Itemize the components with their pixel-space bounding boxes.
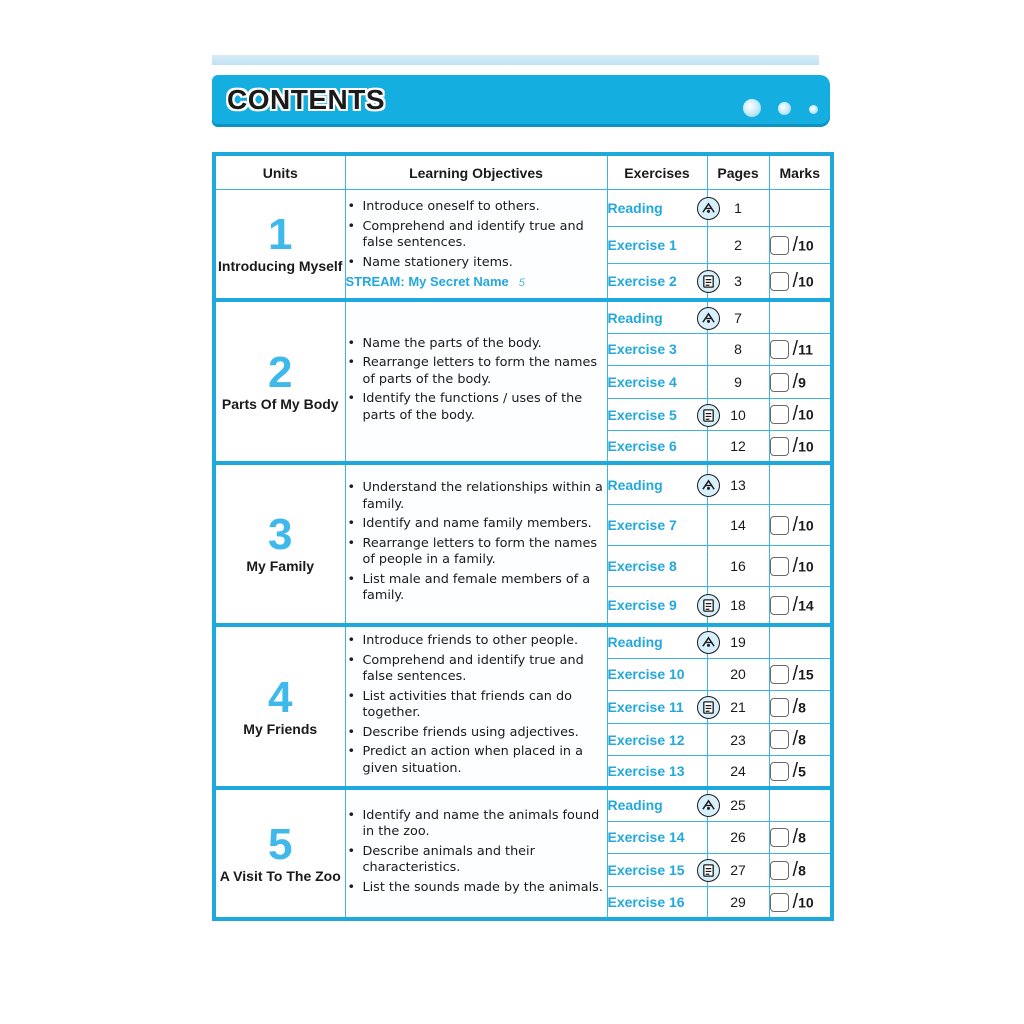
page-number: 2 bbox=[707, 227, 769, 264]
objectives-cell bbox=[345, 300, 607, 463]
marks-slash: / bbox=[792, 825, 799, 848]
worksheet-icon bbox=[697, 696, 720, 719]
marks-total: 11 bbox=[798, 341, 813, 358]
page-number: 26 bbox=[707, 821, 769, 853]
exercise-cell[interactable] bbox=[607, 504, 707, 545]
page-number: 24 bbox=[707, 756, 769, 788]
page-number: 21 bbox=[707, 691, 769, 724]
objective-item: • Name stationery items. bbox=[346, 255, 607, 272]
exercise-cell[interactable] bbox=[607, 190, 707, 227]
reading-icon bbox=[697, 474, 720, 497]
marks-slash: / bbox=[792, 858, 799, 881]
contents-table bbox=[212, 152, 834, 921]
marks-slash: / bbox=[792, 593, 799, 616]
page-number: 25 bbox=[707, 788, 769, 821]
page-number: 7 bbox=[707, 300, 769, 333]
unit-number: 5 bbox=[268, 819, 293, 869]
exercise-cell[interactable] bbox=[607, 546, 707, 587]
marks-cell bbox=[769, 788, 832, 821]
exercise-label: Reading bbox=[607, 634, 663, 651]
objective-item: • List the sounds made by the animals. bbox=[346, 880, 607, 897]
page-number: 10 bbox=[707, 399, 769, 431]
exercise-label: Exercise 8 bbox=[607, 558, 677, 575]
worksheet-icon bbox=[697, 859, 720, 882]
exercise-label: Exercise 14 bbox=[607, 829, 685, 846]
marks-cell bbox=[769, 546, 832, 587]
marks-checkbox[interactable] bbox=[770, 861, 789, 880]
header-row bbox=[214, 154, 832, 190]
contents-banner bbox=[212, 75, 830, 127]
exercise-cell[interactable] bbox=[607, 264, 707, 300]
marks-cell bbox=[769, 227, 832, 264]
objective-item: • Predict an action when placed in a given situation. bbox=[346, 744, 607, 777]
reading-icon bbox=[697, 794, 720, 817]
exercise-cell[interactable] bbox=[607, 399, 707, 431]
exercise-label: Reading bbox=[607, 200, 663, 217]
marks-checkbox[interactable] bbox=[770, 828, 789, 847]
exercise-label: Exercise 3 bbox=[607, 341, 677, 358]
reading-icon bbox=[697, 631, 720, 654]
exercise-cell[interactable] bbox=[607, 821, 707, 853]
marks-slash: / bbox=[792, 269, 799, 292]
marks-total: 10 bbox=[798, 894, 814, 911]
unit-name: My Friends bbox=[243, 720, 318, 737]
page-number: 19 bbox=[707, 625, 769, 658]
marks-slash: / bbox=[792, 370, 799, 393]
unit-cell bbox=[214, 300, 345, 463]
page-number: 16 bbox=[707, 546, 769, 587]
unit-name: Introducing Myself bbox=[218, 258, 343, 275]
marks-checkbox[interactable] bbox=[770, 405, 789, 424]
unit-name: A Visit To The Zoo bbox=[219, 867, 341, 884]
objective-item: • List male and female members of a family. bbox=[346, 572, 607, 605]
objectives-list bbox=[346, 808, 607, 897]
stream-page: 5 bbox=[518, 277, 525, 290]
marks-cell bbox=[769, 463, 832, 504]
exercise-label: Exercise 16 bbox=[607, 894, 685, 911]
exercise-label: Exercise 12 bbox=[607, 731, 685, 748]
unit-cell bbox=[214, 463, 345, 625]
objective-item: • Name the parts of the body. bbox=[346, 336, 607, 353]
reading-icon bbox=[697, 307, 720, 330]
stream-title: STREAM: My Secret Name bbox=[345, 274, 509, 290]
marks-cell bbox=[769, 366, 832, 399]
exercise-cell[interactable] bbox=[607, 756, 707, 788]
exercise-label: Exercise 15 bbox=[607, 862, 685, 879]
marks-checkbox[interactable] bbox=[770, 373, 789, 392]
marks-checkbox[interactable] bbox=[770, 762, 789, 781]
header-marks: Marks bbox=[769, 154, 832, 190]
stream-link[interactable] bbox=[346, 274, 607, 289]
exercise-cell[interactable] bbox=[607, 691, 707, 724]
exercise-cell[interactable] bbox=[607, 463, 707, 504]
marks-slash: / bbox=[792, 233, 799, 256]
exercise-cell[interactable] bbox=[607, 431, 707, 463]
unit-name: Parts Of My Body bbox=[221, 395, 339, 412]
marks-checkbox[interactable] bbox=[770, 236, 789, 255]
table-row bbox=[214, 788, 832, 821]
top-decorative-strip bbox=[212, 55, 819, 65]
header-pages: Pages bbox=[707, 154, 769, 190]
marks-cell bbox=[769, 691, 832, 724]
marks-cell bbox=[769, 300, 832, 333]
objective-item: • Comprehend and identify true and false sentences. bbox=[346, 653, 607, 686]
marks-total: 8 bbox=[798, 731, 806, 748]
objective-item: • Introduce oneself to others. bbox=[346, 199, 607, 216]
page-number: 8 bbox=[707, 333, 769, 365]
marks-cell bbox=[769, 264, 832, 300]
exercise-label: Reading bbox=[607, 309, 663, 326]
marks-checkbox[interactable] bbox=[770, 557, 789, 576]
exercise-label: Exercise 4 bbox=[607, 374, 677, 391]
page-title: CONTENTS bbox=[227, 84, 385, 115]
marks-total: 9 bbox=[798, 374, 806, 391]
marks-slash: / bbox=[792, 434, 799, 457]
marks-cell bbox=[769, 821, 832, 853]
exercise-cell[interactable] bbox=[607, 227, 707, 264]
exercise-label: Exercise 5 bbox=[607, 406, 677, 423]
table-row bbox=[214, 190, 832, 227]
exercise-label: Exercise 6 bbox=[607, 438, 677, 455]
exercise-label: Exercise 7 bbox=[607, 517, 677, 533]
table-row bbox=[214, 300, 832, 333]
unit-cell bbox=[214, 625, 345, 788]
objectives-cell bbox=[345, 463, 607, 625]
marks-cell bbox=[769, 190, 832, 227]
header-exercises: Exercises bbox=[607, 154, 707, 190]
reading-icon bbox=[697, 197, 720, 220]
exercise-cell[interactable] bbox=[607, 366, 707, 399]
header-objectives: Learning Objectives bbox=[345, 154, 607, 190]
objective-item: • Describe friends using adjectives. bbox=[346, 725, 607, 742]
exercise-cell[interactable] bbox=[607, 625, 707, 658]
unit-cell bbox=[214, 788, 345, 919]
objectives-list bbox=[346, 480, 607, 605]
marks-cell bbox=[769, 658, 832, 690]
unit-cell bbox=[214, 190, 345, 301]
marks-checkbox[interactable] bbox=[770, 665, 789, 684]
marks-cell bbox=[769, 887, 832, 919]
page-number: 20 bbox=[707, 658, 769, 690]
marks-checkbox[interactable] bbox=[770, 437, 789, 456]
objectives-list bbox=[346, 633, 607, 777]
marks-cell bbox=[769, 431, 832, 463]
exercise-label: Exercise 10 bbox=[607, 666, 685, 683]
marks-total: 10 bbox=[798, 406, 814, 423]
unit-number: 1 bbox=[268, 210, 293, 260]
page-number: 29 bbox=[707, 887, 769, 919]
objectives-cell bbox=[345, 625, 607, 788]
marks-cell bbox=[769, 399, 832, 431]
page-number: 12 bbox=[707, 431, 769, 463]
marks-cell bbox=[769, 587, 832, 625]
marks-cell bbox=[769, 756, 832, 788]
marks-slash: / bbox=[792, 728, 799, 751]
marks-total: 8 bbox=[798, 829, 806, 846]
unit-number: 2 bbox=[268, 347, 293, 397]
page-number: 23 bbox=[707, 724, 769, 756]
bubble-decoration bbox=[743, 99, 761, 117]
objective-item: • Introduce friends to other people. bbox=[346, 633, 607, 650]
marks-total: 10 bbox=[798, 558, 814, 575]
worksheet-icon bbox=[697, 594, 720, 617]
marks-slash: / bbox=[792, 759, 799, 782]
marks-cell bbox=[769, 333, 832, 365]
marks-slash: / bbox=[792, 513, 799, 536]
header-units: Units bbox=[214, 154, 345, 190]
objective-item: • Identify and name family members. bbox=[346, 516, 607, 533]
page-number: 18 bbox=[707, 587, 769, 625]
page-number: 9 bbox=[707, 366, 769, 399]
marks-checkbox[interactable] bbox=[770, 340, 789, 359]
marks-total: 14 bbox=[798, 597, 814, 614]
objective-item: • Describe animals and their characteristics. bbox=[346, 844, 607, 877]
marks-total: 10 bbox=[798, 517, 814, 533]
objective-item: • Rearrange letters to form the names of people in a family. bbox=[346, 536, 607, 569]
objective-item: • Comprehend and identify true and false sentences. bbox=[346, 219, 607, 252]
marks-total: 10 bbox=[798, 273, 814, 290]
marks-slash: / bbox=[792, 662, 799, 685]
marks-checkbox[interactable] bbox=[770, 596, 789, 615]
page-number: 27 bbox=[707, 853, 769, 886]
marks-checkbox[interactable] bbox=[770, 698, 789, 717]
page-number: 1 bbox=[707, 190, 769, 227]
page-number: 3 bbox=[707, 264, 769, 300]
worksheet-icon bbox=[697, 404, 720, 427]
exercise-cell[interactable] bbox=[607, 788, 707, 821]
marks-checkbox[interactable] bbox=[770, 516, 789, 535]
page-number: 13 bbox=[707, 463, 769, 504]
objectives-list bbox=[346, 199, 607, 271]
objectives-cell bbox=[345, 190, 607, 301]
objective-item: • Rearrange letters to form the names of parts of the body. bbox=[346, 355, 607, 388]
exercise-label: Reading bbox=[607, 476, 663, 493]
objective-item: • Understand the relationships within a family. bbox=[346, 480, 607, 513]
marks-total: 5 bbox=[798, 763, 806, 780]
worksheet-icon bbox=[697, 270, 720, 293]
marks-checkbox[interactable] bbox=[770, 893, 789, 912]
exercise-label: Exercise 11 bbox=[607, 699, 684, 716]
marks-slash: / bbox=[792, 403, 799, 426]
exercise-cell[interactable] bbox=[607, 724, 707, 756]
marks-slash: / bbox=[792, 554, 799, 577]
table-row bbox=[214, 463, 832, 504]
exercise-label: Exercise 9 bbox=[607, 597, 677, 614]
exercise-label: Exercise 1 bbox=[607, 237, 677, 254]
objective-item: • List activities that friends can do together. bbox=[346, 689, 607, 722]
marks-cell bbox=[769, 853, 832, 886]
exercise-cell[interactable] bbox=[607, 333, 707, 365]
exercise-label: Exercise 13 bbox=[607, 763, 685, 780]
objective-item: • Identify and name the animals found in the zoo. bbox=[346, 808, 607, 841]
marks-checkbox[interactable] bbox=[770, 272, 789, 291]
exercise-cell[interactable] bbox=[607, 853, 707, 886]
marks-total: 8 bbox=[798, 862, 806, 879]
exercise-label: Exercise 2 bbox=[607, 273, 677, 290]
exercise-cell[interactable] bbox=[607, 887, 707, 919]
exercise-cell[interactable] bbox=[607, 587, 707, 625]
objectives-cell bbox=[345, 788, 607, 919]
marks-slash: / bbox=[792, 695, 799, 718]
exercise-label: Reading bbox=[607, 797, 663, 814]
marks-slash: / bbox=[792, 890, 799, 913]
exercise-cell[interactable] bbox=[607, 300, 707, 333]
marks-total: 10 bbox=[798, 438, 814, 455]
page-number: 14 bbox=[707, 504, 769, 545]
table-row bbox=[214, 625, 832, 658]
unit-number: 4 bbox=[268, 672, 293, 722]
objectives-list bbox=[346, 336, 607, 425]
unit-number: 3 bbox=[268, 510, 293, 560]
marks-slash: / bbox=[792, 337, 799, 360]
marks-total: 15 bbox=[798, 666, 814, 683]
marks-total: 8 bbox=[798, 699, 806, 716]
objective-item: • Identify the functions / uses of the parts of the body. bbox=[346, 391, 607, 424]
marks-total: 10 bbox=[798, 237, 814, 254]
marks-cell bbox=[769, 724, 832, 756]
marks-cell bbox=[769, 625, 832, 658]
unit-name: My Family bbox=[246, 558, 315, 575]
bubble-decoration bbox=[778, 102, 791, 115]
bubble-decoration bbox=[809, 105, 818, 114]
exercise-cell[interactable] bbox=[607, 658, 707, 690]
marks-cell bbox=[769, 504, 832, 545]
marks-checkbox[interactable] bbox=[770, 730, 789, 749]
